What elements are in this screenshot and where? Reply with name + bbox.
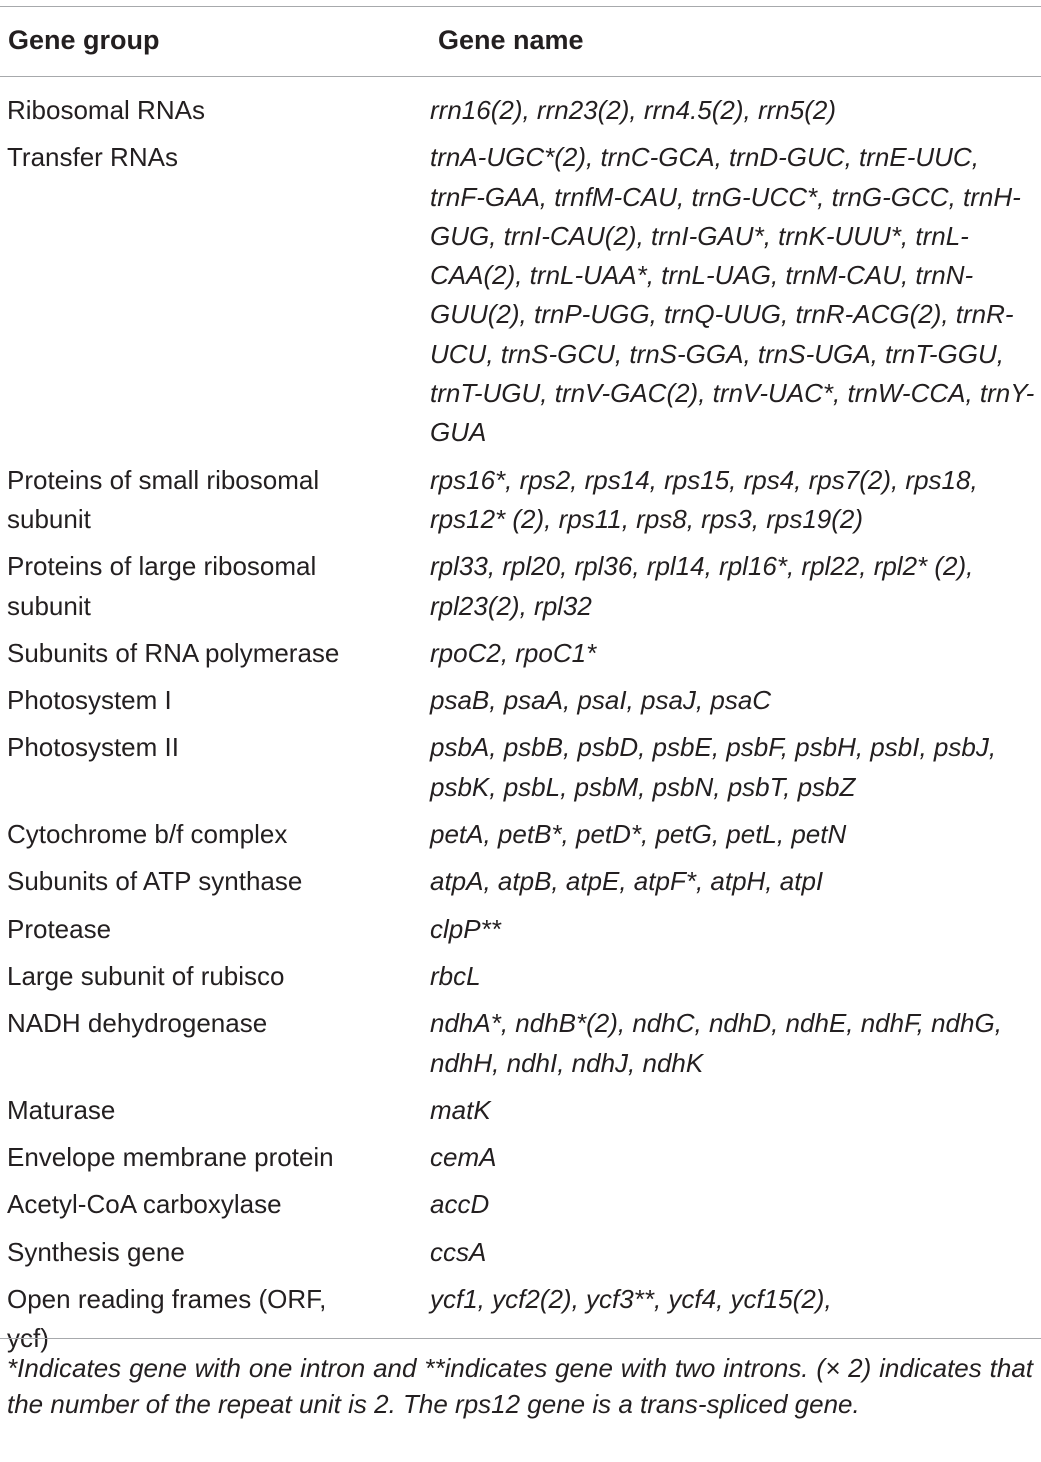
gene-name-cell: clpP** <box>430 913 501 944</box>
table-row <box>0 862 1041 901</box>
table-row <box>0 910 1041 949</box>
gene-name-cell: rpl33, rpl20, rpl36, rpl14, rpl16*, rpl22, rpl2* (2), rpl23(2), rpl32 <box>430 551 974 621</box>
gene-name-cell: cemA <box>430 1142 497 1173</box>
table-row <box>0 634 1041 673</box>
gene-name-cell: ccsA <box>430 1236 487 1267</box>
gene-group-cell: Envelope membrane protein <box>7 1142 334 1173</box>
gene-group-cell: Large subunit of rubisco <box>7 960 285 991</box>
table-row <box>0 728 1041 807</box>
gene-name-cell: petA, petB*, petD*, petG, petL, petN <box>430 819 847 850</box>
table-row <box>0 1091 1041 1130</box>
gene-group-cell: Protease <box>7 913 112 944</box>
table-row <box>0 91 1041 130</box>
gene-name-cell: atpA, atpB, atpE, atpF*, atpH, atpI <box>430 866 824 897</box>
gene-name-cell: ndhA*, ndhB*(2), ndhC, ndhD, ndhE, ndhF, ndhG, ndhH, ndhI, ndhJ, ndhK <box>430 1008 1002 1078</box>
gene-group-cell: Photosystem II <box>7 732 179 763</box>
table-row <box>0 815 1041 854</box>
gene-group-cell: Maturase <box>7 1094 116 1125</box>
table-row <box>0 681 1041 720</box>
top-rule <box>0 6 1041 7</box>
bottom-rule <box>0 1338 1041 1339</box>
gene-group-cell: Synthesis gene <box>7 1236 185 1267</box>
table-row <box>0 1138 1041 1177</box>
gene-name-cell: ycf1, ycf2(2), ycf3**, ycf4, ycf15(2), <box>430 1284 832 1315</box>
table-row <box>0 957 1041 996</box>
gene-group-cell: Open reading frames (ORF, ycf) <box>7 1284 327 1354</box>
gene-name-cell: psbA, psbB, psbD, psbE, psbF, psbH, psbI, psbJ, psbK, psbL, psbM, psbN, psbT, psbZ <box>430 732 997 802</box>
gene-name-cell: trnA-UGC*(2), trnC-GCA, trnD-GUC, trnE-UUC, trnF-GAA, trnfM-CAU, trnG-UCC*, trnG-GCC, trnH-GUG, trnI-CAU(2), trnI-GAU*, trnK-UUU*, trnL-CAA(2), trnL-UAA*, trnL-UAG, trnM-CAU, trnN-GUU(2), trnP-UGG, trnQ-UUG, trnR-ACG(2), trnR-UCU, trnS-GCU, trnS-GGA, trnS-UGA, trnT-GGU, trnT-UGU, trnV-GAC(2), trnV-UAC*, trnW-CCA, trnY-GUA <box>430 142 1035 448</box>
table-row <box>0 1004 1041 1083</box>
table-header <box>0 20 1041 66</box>
gene-name-cell: matK <box>430 1094 491 1125</box>
table-row <box>0 138 1041 452</box>
header-rule <box>0 76 1041 77</box>
table-row <box>0 1233 1041 1272</box>
gene-group-cell: Acetyl-CoA carboxylase <box>7 1189 282 1220</box>
gene-name-cell: rbcL <box>430 960 481 991</box>
table-footnote: *Indicates gene with one intron and **indicates gene with two introns. (× 2) indicates that the number of the repeat unit is 2. The rps12 gene is a trans-spliced gene. <box>7 1353 1033 1419</box>
gene-group-cell: Ribosomal RNAs <box>7 95 205 125</box>
gene-group-cell: Subunits of RNA polymerase <box>7 637 340 668</box>
table-row <box>0 547 1041 626</box>
gene-name-cell: rrn16(2), rrn23(2), rrn4.5(2), rrn5(2) <box>430 95 836 125</box>
gene-group-cell: Transfer RNAs <box>7 142 178 173</box>
gene-group-cell: Subunits of ATP synthase <box>7 866 303 897</box>
header-gene-group: Gene group <box>8 25 160 55</box>
table-body <box>0 91 1041 1367</box>
gene-group-cell: Proteins of small ribosomal subunit <box>7 464 320 534</box>
gene-group-cell: Cytochrome b/f complex <box>7 819 288 850</box>
gene-group-cell: Photosystem I <box>7 685 172 716</box>
gene-group-cell: Proteins of large ribosomal subunit <box>7 551 317 621</box>
gene-name-cell: rpoC2, rpoC1* <box>430 637 597 668</box>
gene-name-cell: rps16*, rps2, rps14, rps15, rps4, rps7(2), rps18, rps12* (2), rps11, rps8, rps3, rps19(2) <box>430 464 978 534</box>
table-row <box>0 1280 1041 1359</box>
table-row <box>0 461 1041 540</box>
gene-name-cell: psaB, psaA, psaI, psaJ, psaC <box>430 685 772 716</box>
table-row <box>0 1185 1041 1224</box>
gene-group-cell: NADH dehydrogenase <box>7 1008 268 1039</box>
header-gene-name: Gene name <box>438 25 584 55</box>
gene-name-cell: accD <box>430 1189 490 1220</box>
